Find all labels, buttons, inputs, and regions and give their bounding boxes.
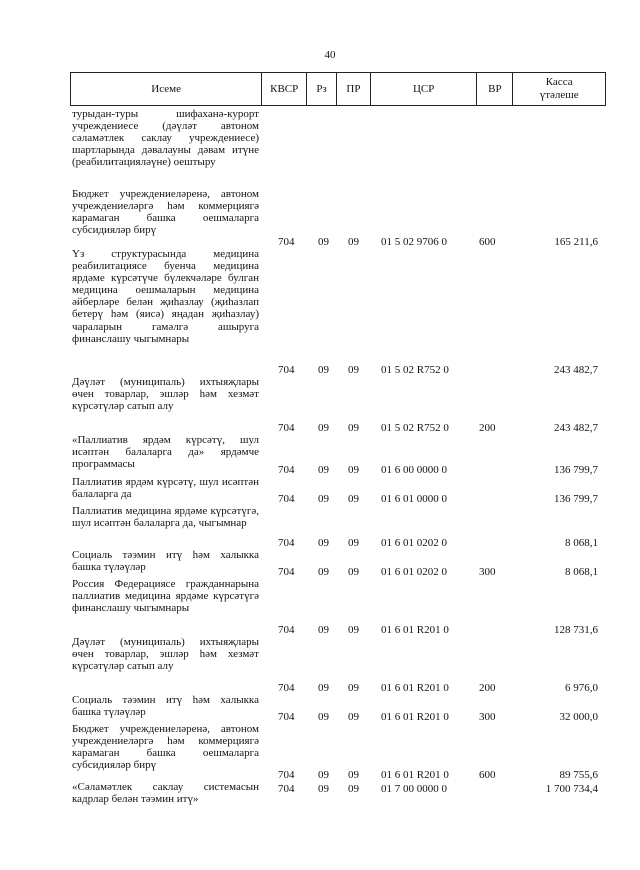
row-sum: 128 731,6 (554, 623, 598, 636)
row-pr: 09 (348, 536, 359, 549)
row-rz: 09 (318, 363, 329, 376)
row-pr: 09 (348, 623, 359, 636)
row-rz: 09 (318, 492, 329, 505)
table-row (72, 188, 606, 248)
row-sum: 165 211,6 (554, 235, 598, 248)
table-row (72, 578, 606, 636)
row-rz: 09 (318, 565, 329, 578)
row-rz: 09 (318, 782, 329, 795)
row-kvsr: 704 (278, 768, 295, 781)
table-row (72, 505, 606, 549)
header-sum-line2: үтәлеше (539, 89, 579, 101)
table-row (72, 476, 606, 505)
row-name: Дәүләт (муниципаль) ихтыяҗлары өчен товарлар, эшләр һәм хезмәт күрсәтүләр сатып алу (72, 376, 259, 413)
row-sum: 8 068,1 (565, 536, 598, 549)
table-row (72, 723, 606, 781)
row-rz: 09 (318, 681, 329, 694)
row-rz: 09 (318, 623, 329, 636)
table-row (72, 248, 606, 376)
row-pr: 09 (348, 782, 359, 795)
row-name: Үз структурасында медицина реабилитациясе буенча медицина ярдәме күрсәтүче бүлекчәләре булган медицина оешмаларын медицина әйберләре белән җиһазлау (җиһазлап бетерү һәм (яисә) яңадан җиһазлау) чараларын гамәлгә ашыруга финанслашу чыгымнары (72, 248, 259, 345)
row-csr: 01 5 02 R752 0 (381, 421, 449, 434)
page-number: 40 (324, 49, 336, 61)
row-pr: 09 (348, 710, 359, 723)
row-name: Бюджет учреждениеләренә, автоном учреждениеләргә һәм коммерциягә карамаган башка оешмаларга субсидияләр бирү (72, 188, 259, 237)
row-kvsr: 704 (278, 623, 295, 636)
row-pr: 09 (348, 768, 359, 781)
row-name: Бюджет учреждениеләренә, автоном учреждениеләргә һәм коммерциягә карамаган башка оешмаларга субсидияләр бирү (72, 723, 259, 772)
row-pr: 09 (348, 421, 359, 434)
header-kvsr: КВСР (261, 73, 306, 105)
table-row (72, 549, 606, 578)
row-kvsr: 704 (278, 782, 295, 795)
row-csr: 01 5 02 9706 0 (381, 235, 447, 248)
row-kvsr: 704 (278, 710, 295, 723)
row-csr: 01 6 01 R201 0 (381, 623, 449, 636)
header-vr: ВР (476, 73, 512, 105)
row-vr: 300 (479, 565, 496, 578)
row-rz: 09 (318, 235, 329, 248)
table-body (72, 108, 606, 809)
row-kvsr: 704 (278, 565, 295, 578)
row-sum: 89 755,6 (559, 768, 598, 781)
row-rz: 09 (318, 768, 329, 781)
header-sum (512, 73, 605, 105)
row-name: Социаль тәэмин итү һәм халыкка башка түләүләр (72, 549, 259, 574)
row-name: «Паллиатив ярдәм күрсәтү, шул исәптән балаларга да» ярдәмче программасы (72, 434, 259, 471)
header-name: Исеме (151, 82, 181, 95)
row-sum: 8 068,1 (565, 565, 598, 578)
table-header (70, 72, 606, 106)
header-rz: Рз (306, 73, 336, 105)
row-name: Социаль тәэмин итү һәм халыкка башка түләүләр (72, 694, 259, 719)
row-sum: 136 799,7 (554, 492, 598, 505)
row-kvsr: 704 (278, 536, 295, 549)
row-csr: 01 6 01 0202 0 (381, 565, 447, 578)
row-pr: 09 (348, 681, 359, 694)
row-csr: 01 6 01 R201 0 (381, 681, 449, 694)
table-row (72, 694, 606, 723)
row-pr: 09 (348, 363, 359, 376)
row-name: Россия Федерациясе гражданнарына паллиатив медицина ярдәме күрсәтүгә финанслашу чыгымнары (72, 578, 259, 615)
header-csr: ЦСР (370, 73, 477, 105)
row-name: Паллиатив медицина ярдәме күрсәтүгә, шул исәптән балаларга да, чыгымнар (72, 505, 259, 530)
row-kvsr: 704 (278, 235, 295, 248)
table-row (72, 376, 606, 434)
row-name: «Сәламәтлек саклау системасын кадрлар белән тәэмин итү» (72, 781, 259, 806)
row-kvsr: 704 (278, 463, 295, 476)
row-rz: 09 (318, 421, 329, 434)
row-name: Дәүләт (муниципаль) ихтыяҗлары өчен товарлар, эшләр һәм хезмәт күрсәтүләр сатып алу (72, 636, 259, 673)
header-pr: ПР (336, 73, 370, 105)
row-csr: 01 6 01 R201 0 (381, 768, 449, 781)
row-csr: 01 6 01 0202 0 (381, 536, 447, 549)
row-sum: 6 976,0 (565, 681, 598, 694)
row-kvsr: 704 (278, 421, 295, 434)
row-pr: 09 (348, 492, 359, 505)
row-csr: 01 6 01 0000 0 (381, 492, 447, 505)
row-vr: 200 (479, 421, 496, 434)
row-sum: 136 799,7 (554, 463, 598, 476)
table-row (72, 781, 606, 809)
row-pr: 09 (348, 235, 359, 248)
row-sum: 243 482,7 (554, 421, 598, 434)
row-name: турыдан-туры шифаханә-курорт учреждениесе (дәүләт автоном сәламәтлек саклау учреждениесе) шартларында дәвалауны дәвам итүне (реабилитацияләүне) оештыру (72, 108, 259, 169)
row-csr: 01 6 01 R201 0 (381, 710, 449, 723)
header-sum-line1: Касса (545, 76, 573, 88)
row-sum: 243 482,7 (554, 363, 598, 376)
row-kvsr: 704 (278, 492, 295, 505)
row-rz: 09 (318, 710, 329, 723)
row-vr: 300 (479, 710, 496, 723)
row-kvsr: 704 (278, 681, 295, 694)
row-pr: 09 (348, 565, 359, 578)
table-row (72, 108, 606, 188)
row-csr: 01 7 00 0000 0 (381, 782, 447, 795)
row-vr: 200 (479, 681, 496, 694)
row-name: Паллиатив ярдәм күрсәтү, шул исәптән балаларга да (72, 476, 259, 501)
row-sum: 32 000,0 (559, 710, 598, 723)
row-vr: 600 (479, 235, 496, 248)
table-row (72, 636, 606, 694)
row-csr: 01 6 00 0000 0 (381, 463, 447, 476)
row-sum: 1 700 734,4 (545, 782, 598, 795)
row-rz: 09 (318, 463, 329, 476)
row-csr: 01 5 02 R752 0 (381, 363, 449, 376)
row-kvsr: 704 (278, 363, 295, 376)
row-vr: 600 (479, 768, 496, 781)
row-rz: 09 (318, 536, 329, 549)
row-pr: 09 (348, 463, 359, 476)
table-row (72, 434, 606, 476)
